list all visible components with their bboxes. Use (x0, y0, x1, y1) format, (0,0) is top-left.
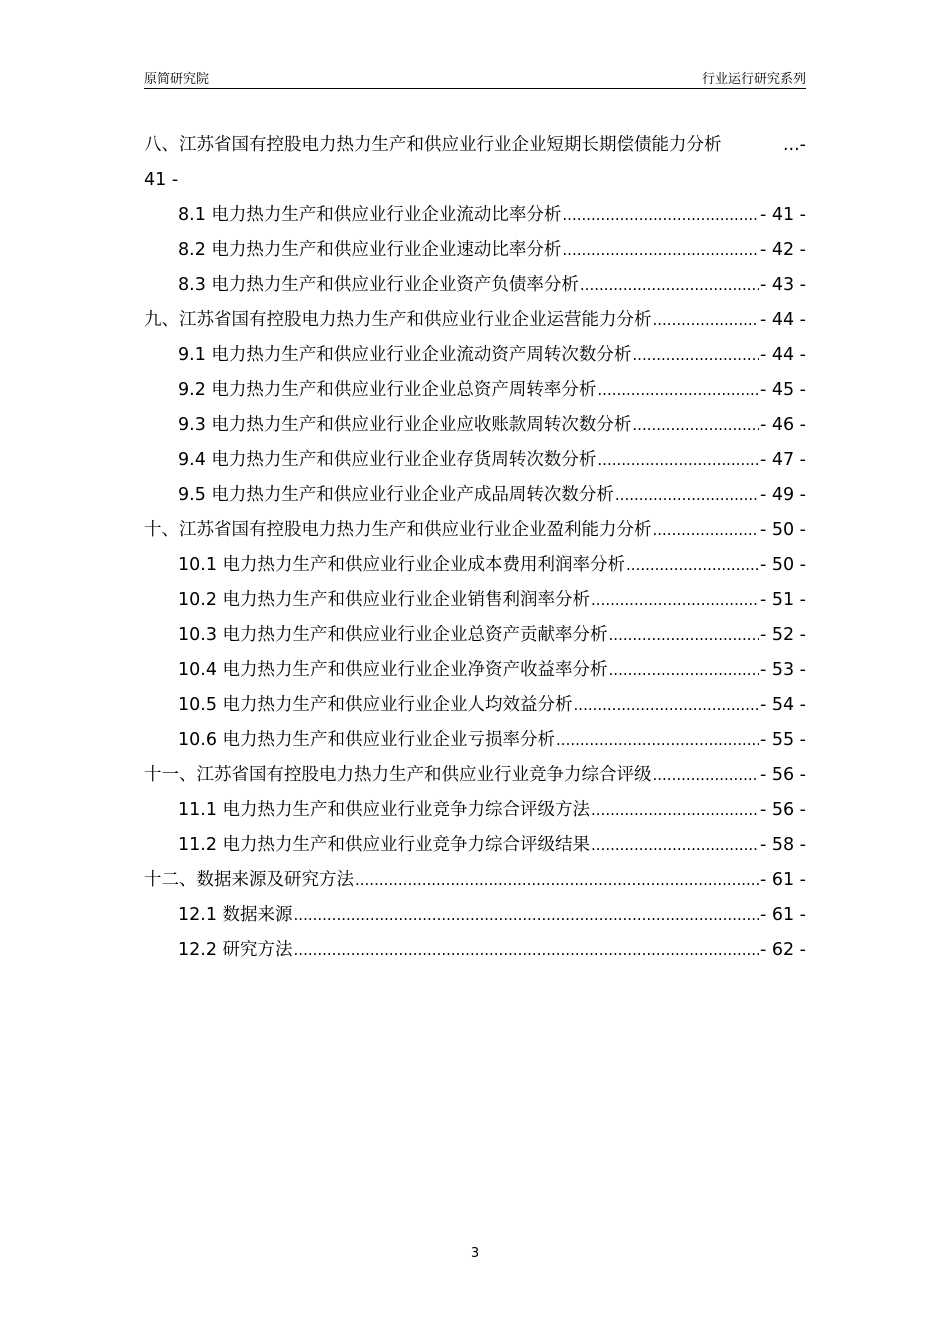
toc-entry-title: 8.1 电力热力生产和供应业行业企业流动比率分析 (178, 205, 562, 225)
toc-entry-page: - 50 - (759, 555, 806, 575)
toc-list (144, 198, 806, 968)
toc-chapter-entry[interactable] (144, 758, 806, 793)
toc-entry-page: - 41 - (759, 205, 806, 225)
toc-entry-title: 十、江苏省国有控股电力热力生产和供应业行业企业盈利能力分析 (144, 520, 652, 540)
toc-leader-dots (562, 198, 759, 233)
toc-entry-page: - 51 - (759, 590, 806, 610)
toc-chapter-entry[interactable] (144, 303, 806, 338)
toc-section-entry[interactable] (144, 338, 806, 373)
toc-entry-8[interactable] (144, 128, 806, 198)
toc-chapter-entry[interactable] (144, 863, 806, 898)
toc-entry-title: 10.2 电力热力生产和供应业行业企业销售利润率分析 (178, 590, 591, 610)
toc-entry-title: 9.2 电力热力生产和供应业行业企业总资产周转率分析 (178, 380, 597, 400)
toc-entry-page: - 46 - (759, 415, 806, 435)
toc-leader-dots (580, 268, 759, 303)
toc-entry-title: 十一、江苏省国有控股电力热力生产和供应业行业竞争力综合评级 (144, 765, 652, 785)
toc-leader-dots (632, 338, 759, 373)
toc-entry-dots: ... (782, 135, 800, 155)
toc-entry-title: 10.3 电力热力生产和供应业行业企业总资产贡献率分析 (178, 625, 608, 645)
toc-leader-dots (294, 898, 759, 933)
toc-section-entry[interactable] (144, 653, 806, 688)
toc-entry-title: 10.4 电力热力生产和供应业行业企业净资产收益率分析 (178, 660, 608, 680)
toc-entry-title: 八、江苏省国有控股电力热力生产和供应业行业企业短期长期偿债能力分析 (144, 135, 722, 155)
toc-entry-page: - 43 - (759, 275, 806, 295)
toc-entry-title: 12.1 数据来源 (178, 905, 293, 925)
toc-leader-dots (609, 653, 759, 688)
toc-section-entry[interactable] (144, 233, 806, 268)
header-series: 行业运行研究系列 (701, 72, 806, 87)
toc-section-entry[interactable] (144, 828, 806, 863)
toc-entry-page: - 49 - (759, 485, 806, 505)
toc-entry-title: 9.1 电力热力生产和供应业行业企业流动资产周转次数分析 (178, 345, 632, 365)
toc-leader-dots (632, 408, 759, 443)
toc-entry-title: 10.6 电力热力生产和供应业行业企业亏损率分析 (178, 730, 556, 750)
toc-entry-title: 10.5 电力热力生产和供应业行业企业人均效益分析 (178, 695, 573, 715)
toc-entry-title: 11.1 电力热力生产和供应业行业竞争力综合评级方法 (178, 800, 591, 820)
toc-section-entry[interactable] (144, 373, 806, 408)
toc-leader-dots (597, 443, 759, 478)
toc-entry-title: 12.2 研究方法 (178, 940, 293, 960)
toc-entry-title: 十二、数据来源及研究方法 (144, 870, 354, 890)
toc-entry-page: - 42 - (759, 240, 806, 260)
toc-leader-dots (591, 583, 759, 618)
table-of-contents (144, 128, 806, 968)
toc-entry-page: - 44 - (759, 310, 806, 330)
header-org: 原简研究院 (144, 72, 210, 87)
toc-entry-title: 8.3 电力热力生产和供应业行业企业资产负债率分析 (178, 275, 579, 295)
toc-leader-dots (653, 513, 759, 548)
toc-leader-dots (653, 758, 759, 793)
toc-section-entry[interactable] (144, 198, 806, 233)
toc-section-entry[interactable] (144, 688, 806, 723)
toc-section-entry[interactable] (144, 478, 806, 513)
toc-entry-title: 9.5 电力热力生产和供应业行业企业产成品周转次数分析 (178, 485, 614, 505)
toc-entry-page: - 61 - (759, 905, 806, 925)
toc-leader-dots (556, 723, 759, 758)
toc-entry-page: - 47 - (759, 450, 806, 470)
page-number: 3 (470, 1246, 480, 1261)
toc-entry-page: - 52 - (759, 625, 806, 645)
toc-section-entry[interactable] (144, 933, 806, 968)
toc-entry-page: - 56 - (759, 800, 806, 820)
toc-entry-page: - (799, 135, 806, 155)
toc-section-entry[interactable] (144, 548, 806, 583)
toc-entry-title: 11.2 电力热力生产和供应业行业竞争力综合评级结果 (178, 835, 591, 855)
toc-entry-title: 9.3 电力热力生产和供应业行业企业应收账款周转次数分析 (178, 415, 632, 435)
toc-entry-page: - 54 - (759, 695, 806, 715)
toc-leader-dots (591, 793, 759, 828)
toc-leader-dots (597, 373, 759, 408)
toc-entry-title: 九、江苏省国有控股电力热力生产和供应业行业企业运营能力分析 (144, 310, 652, 330)
toc-section-entry[interactable] (144, 618, 806, 653)
toc-entry-page: - 56 - (759, 765, 806, 785)
toc-leader-dots (609, 618, 759, 653)
toc-leader-dots (294, 933, 759, 968)
toc-leader-dots (615, 478, 759, 513)
toc-entry-page: - 53 - (759, 660, 806, 680)
toc-leader-dots (653, 303, 759, 338)
toc-leader-dots (626, 548, 759, 583)
toc-entry-page: - 50 - (759, 520, 806, 540)
toc-section-entry[interactable] (144, 723, 806, 758)
toc-section-entry[interactable] (144, 268, 806, 303)
toc-leader-dots (574, 688, 759, 723)
toc-entry-page: - 55 - (759, 730, 806, 750)
toc-chapter-entry[interactable] (144, 513, 806, 548)
toc-section-entry[interactable] (144, 793, 806, 828)
toc-section-entry[interactable] (144, 408, 806, 443)
page-header (144, 66, 806, 89)
toc-entry-page: - 45 - (759, 380, 806, 400)
toc-entry-title: 9.4 电力热力生产和供应业行业企业存货周转次数分析 (178, 450, 597, 470)
toc-entry-page: - 62 - (759, 940, 806, 960)
toc-entry-title: 8.2 电力热力生产和供应业行业企业速动比率分析 (178, 240, 562, 260)
toc-entry-title: 10.1 电力热力生产和供应业行业企业成本费用利润率分析 (178, 555, 626, 575)
toc-leader-dots (562, 233, 759, 268)
toc-entry-page: - 44 - (759, 345, 806, 365)
toc-leader-dots (355, 863, 759, 898)
toc-entry-page-cont: 41 - (144, 170, 179, 190)
toc-section-entry[interactable] (144, 898, 806, 933)
toc-section-entry[interactable] (144, 583, 806, 618)
toc-section-entry[interactable] (144, 443, 806, 478)
toc-leader-dots (591, 828, 759, 863)
toc-entry-page: - 61 - (759, 870, 806, 890)
toc-entry-page: - 58 - (759, 835, 806, 855)
